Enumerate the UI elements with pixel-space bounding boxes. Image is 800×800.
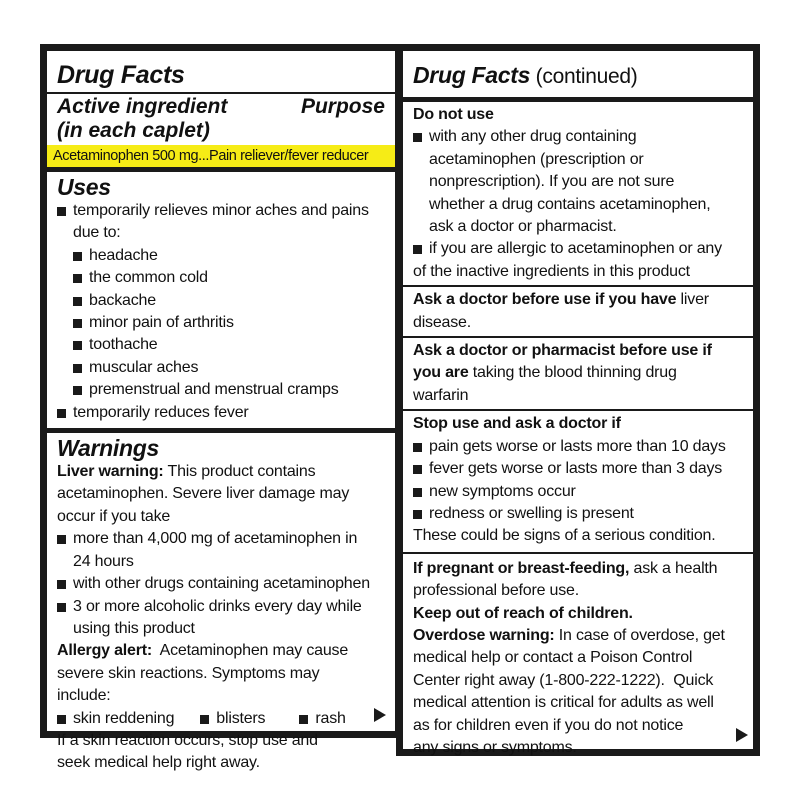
pregnancy-warning: If pregnant or breast-feeding, ask a health professional before use. <box>413 559 718 600</box>
active-ingredient-heading <box>57 95 385 119</box>
stop-use-note: These could be signs of a serious condition. <box>413 527 716 545</box>
ask-pharmacist-text: Ask a doctor or pharmacist before use if you are taking the blood thinning drug warfarin <box>413 342 712 404</box>
list-item: redness or swelling is present <box>413 503 743 525</box>
overdose-warning: Overdose warning: In case of overdose, get medical help or contact a Poison Control Center right away (1-800-222-1222). Quick medical attention is critical for adults as well as for children even if you do not notice any signs or symptoms. <box>413 626 725 756</box>
warnings-section <box>47 433 395 775</box>
drug-facts-panel-left <box>40 44 402 772</box>
ingredient-bar: Acetaminophen 500 mg...Pain reliever/fever reducer <box>47 145 395 167</box>
continue-arrow-icon <box>736 728 748 742</box>
allergy-alert: Allergy alert: Acetaminophen may cause severe skin reactions. Symptoms may include: <box>57 642 349 705</box>
stop-use-title: Stop use and ask a doctor if <box>413 415 621 433</box>
list-item: with any other drug containing acetaminophen (prescription or nonprescription). If you are not sure whether a drug contains acetaminophen, ask a doctor or pharmacist. <box>413 126 743 238</box>
list-item: skin reddening <box>57 708 174 730</box>
list-item: more than 4,000 mg of acetaminophen in 24 hours <box>57 528 385 573</box>
ask-doctor-section <box>403 287 753 336</box>
panel-title: Drug Facts (continued) <box>413 62 638 88</box>
active-ingredient-section <box>47 94 395 143</box>
do-not-use-section <box>403 102 753 285</box>
list-item: headache <box>73 245 213 267</box>
uses-section <box>47 172 395 428</box>
list-item: with other drugs containing acetaminophen <box>57 573 385 595</box>
active-ingredient-sublabel: (in each caplet) <box>57 119 210 142</box>
list-item: muscular aches <box>73 357 248 379</box>
panel-title: Drug Facts <box>57 61 185 89</box>
drug-facts-panel-right <box>396 44 760 756</box>
list-item: backache <box>73 290 213 312</box>
warnings-title: Warnings <box>57 435 159 462</box>
uses-title: Uses <box>57 174 111 200</box>
header-section <box>47 51 395 89</box>
list-item: the common cold <box>73 267 248 289</box>
ask-pharmacist-section <box>403 338 753 409</box>
symptom-grid <box>57 245 385 379</box>
list-item: blisters <box>200 708 265 730</box>
list-item: if you are allergic to acetaminophen or any of the inactive ingredients in this product <box>413 238 743 283</box>
stop-use-section <box>403 411 753 549</box>
active-ingredient-label: Active ingredient <box>57 95 228 118</box>
purpose-label: Purpose <box>300 95 385 118</box>
list-item: premenstrual and menstrual cramps <box>73 379 385 401</box>
list-item-wrapper <box>57 379 385 401</box>
do-not-use-title: Do not use <box>413 106 494 123</box>
skin-reaction-note: If a skin reaction occurs, stop use and seek medical help right away. <box>57 731 318 772</box>
list-item: temporarily relieves minor aches and pains due to: <box>57 200 385 245</box>
list-item: fever gets worse or lasts more than 3 days <box>413 458 743 480</box>
list-item: toothache <box>73 334 213 356</box>
list-item: new symptoms occur <box>413 481 743 503</box>
list-item: rash <box>299 708 345 730</box>
continue-arrow-icon <box>374 708 386 722</box>
ask-doctor-text: Ask a doctor before use if you have liver disease. <box>413 291 709 331</box>
list-item: 3 or more alcoholic drinks every day while using this product <box>57 596 385 641</box>
list-item: pain gets worse or lasts more than 10 days <box>413 436 743 458</box>
list-item: temporarily reduces fever <box>57 402 385 424</box>
header-section <box>403 51 753 91</box>
skin-symptoms <box>57 708 385 730</box>
liver-warning: Liver warning: This product contains acetaminophen. Severe liver damage may occur if you take <box>57 463 350 525</box>
keep-out-warning: Keep out of reach of children. <box>413 604 633 622</box>
other-warnings-section <box>403 554 753 760</box>
list-item: minor pain of arthritis <box>73 312 248 334</box>
